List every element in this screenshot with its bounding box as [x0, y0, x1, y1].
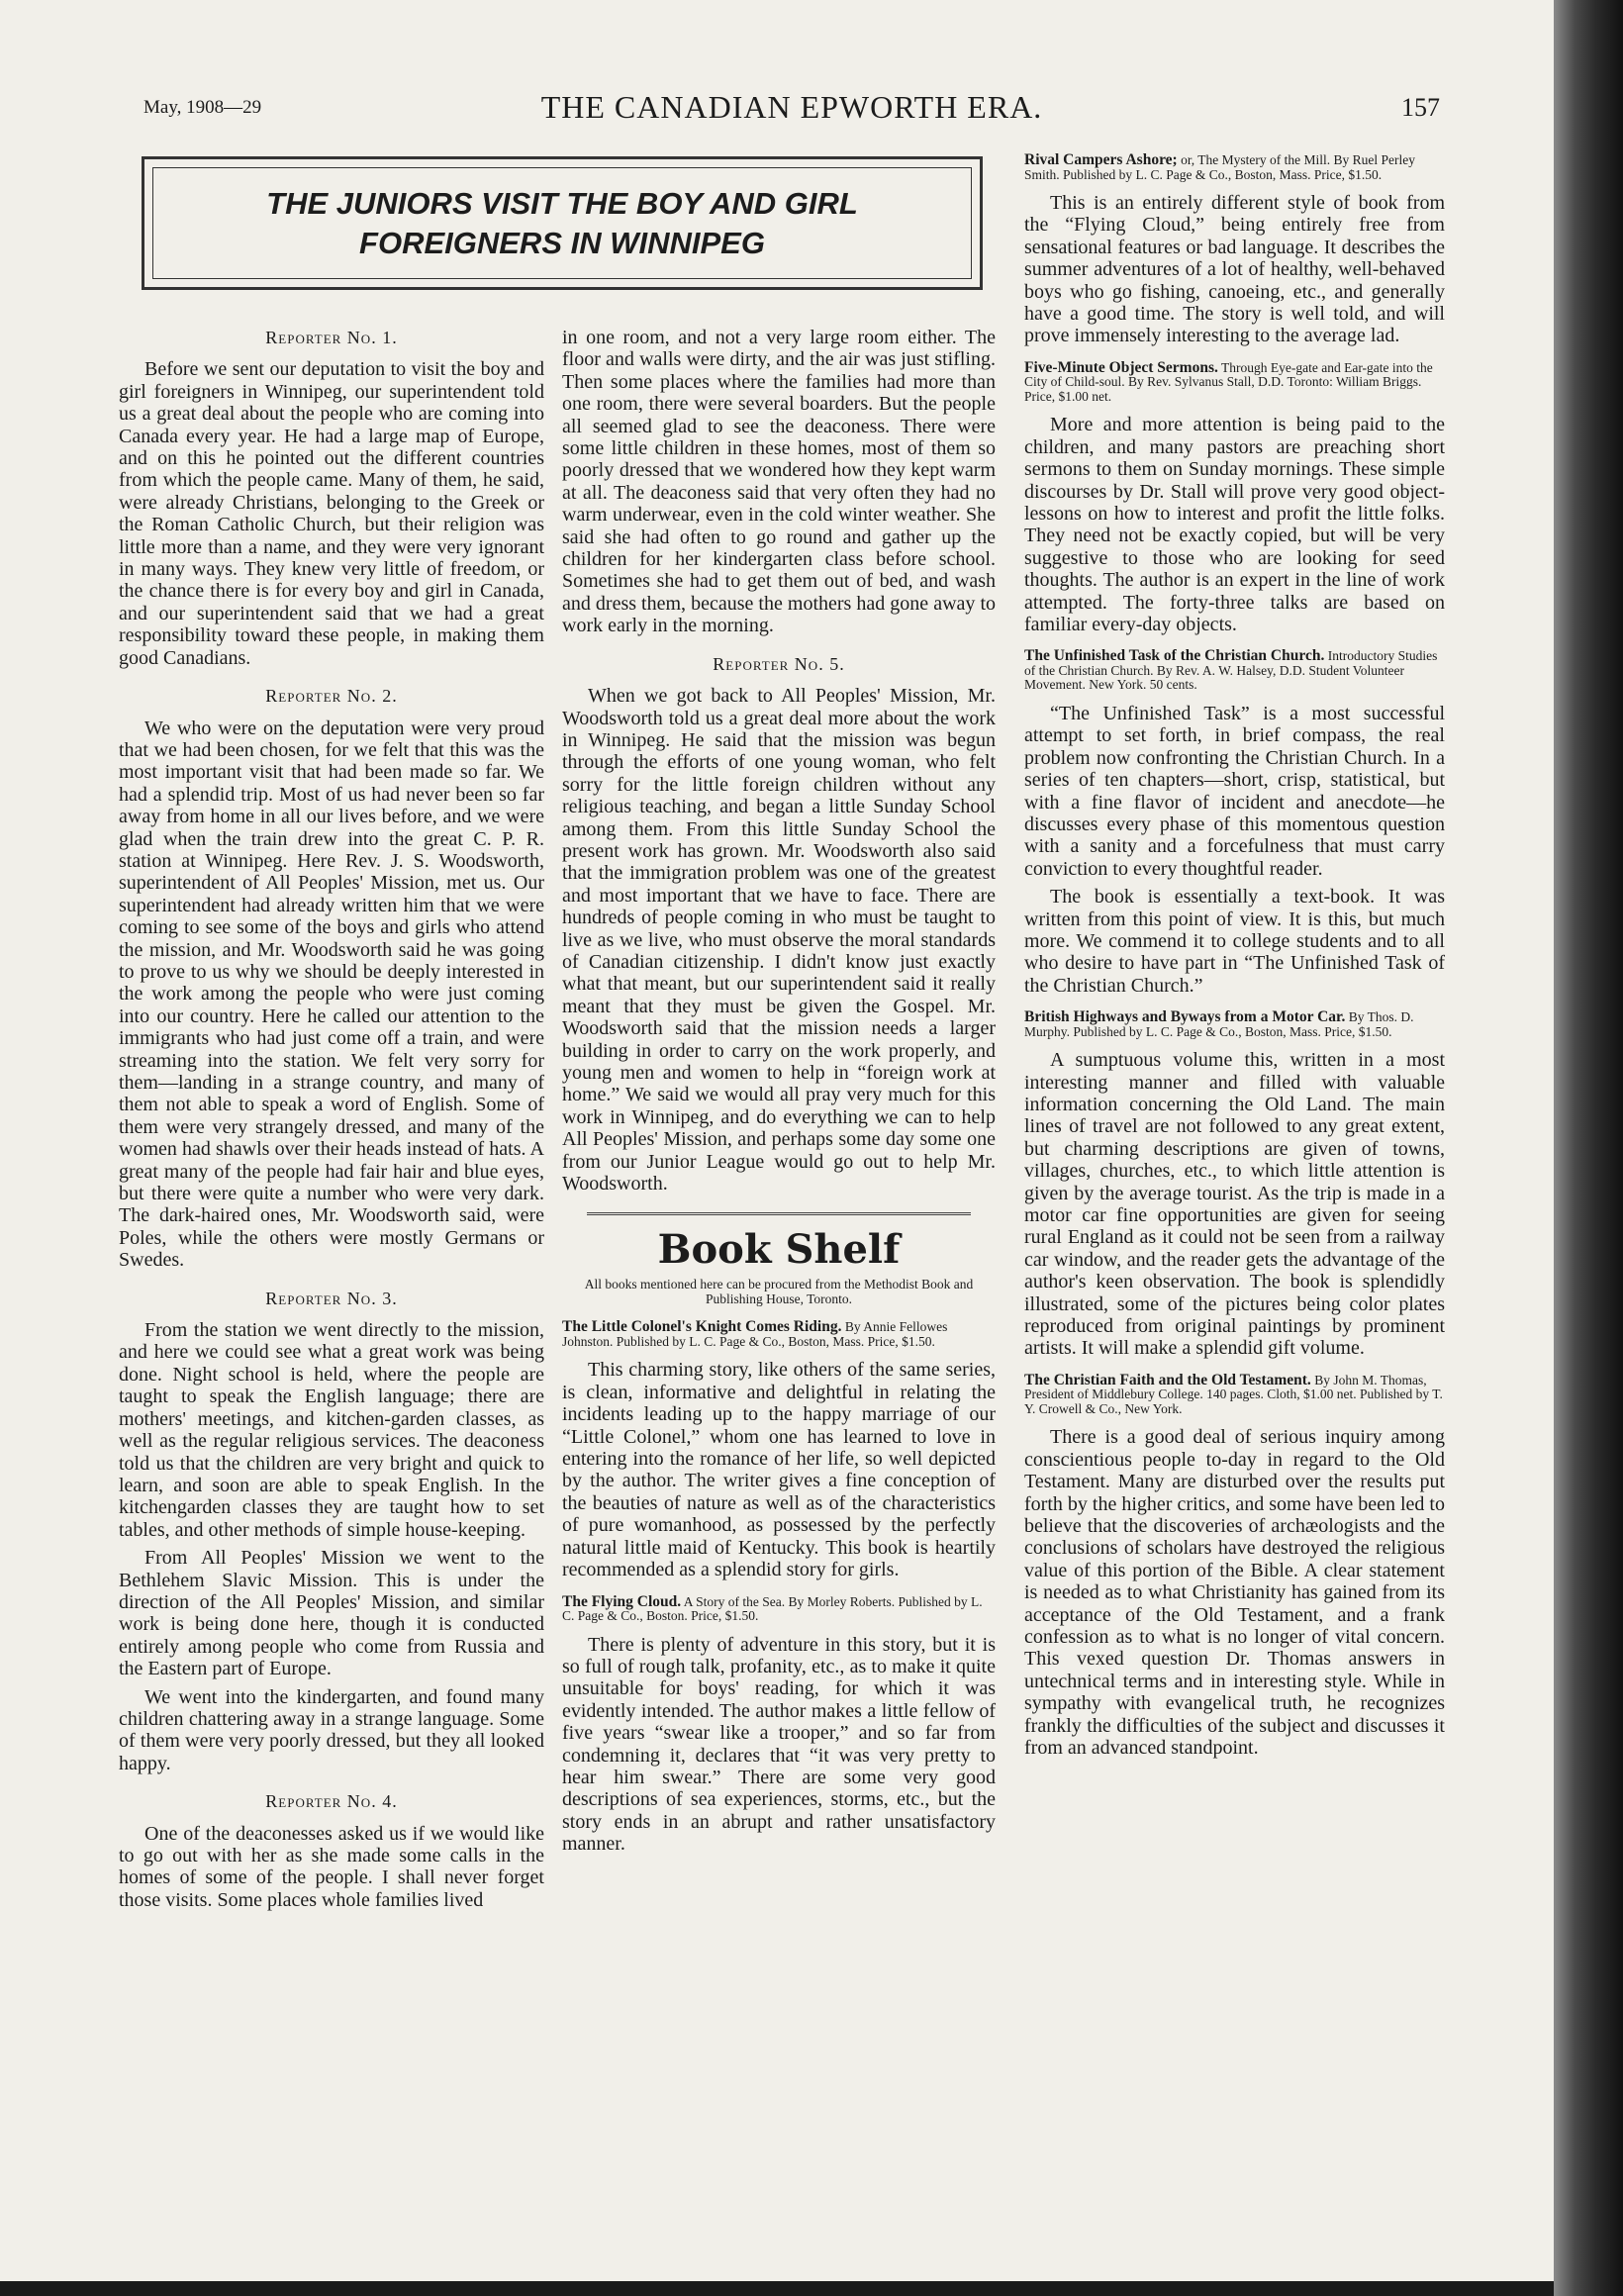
book-title: The Flying Cloud.	[562, 1592, 682, 1610]
book-review: A sumptuous volume this, written in a most interesting manner and filled with valuable information concerning the Old Land. The main lines of travel are not followed to any great extent, but charming descriptions are given of towns, villages, churches, etc., to which little attention is given by the average tourist. As the trip is made in a motor car fine opportunities are given for seeing rural England as it could not be seen from a railway car window, and the reader gets the advantage of the author's keen observation. The book is splendidly illustrated, some of the pictures being color plates reproduced from original paintings by prominent artists. It will make a splendid gift volume.	[1024, 1049, 1445, 1360]
masthead: THE CANADIAN EPWORTH ERA.	[540, 89, 1043, 125]
book-title: The Christian Faith and the Old Testament.	[1024, 1371, 1311, 1388]
book-title: Five-Minute Object Sermons.	[1024, 358, 1218, 376]
book-info: By John M. Thomas, President of Middlebury College. 140 pages. Cloth, $1.00 net. Published by T. Y. Crowell & Co., New York.	[1024, 1372, 1443, 1416]
report-paragraph: From the station we went directly to the mission, and here we could see what a great work was being done. Night school is held, where the people are taught to speak the English language; there are mothers' meetings, and kitchen-garden classes, as well as the regular religious services. The deaconess told us that the children are very bright and quick to learn, and soon are able to speak English. In the kitchengarden classes they are taught how to set tables, and other methods of simple house-keeping.	[119, 1319, 544, 1541]
book-info: Introductory Studies of the Christian Church. By Rev. A. W. Halsey, D.D. Student Volunteer Movement. New York. 50 cents.	[1024, 648, 1438, 693]
book-title: Rival Campers Ashore;	[1024, 151, 1178, 168]
book-entry	[1024, 358, 1445, 405]
headline-box	[142, 156, 983, 290]
book-review: There is a good deal of serious inquiry among conscientious people to-day in regard to the Old Testament. Many are disturbed over the results put forth by the higher critics, and some have been led to believe that the discoveries of archæologists and the conclusions of scholars have destroyed the religious value of this portion of the Bible. A clear statement is needed as to what Christianity has gained from its acceptance of the Old Testament, and a frank confession as to what is no longer of vital concern. This vexed question Dr. Thomas answers in untechnical terms and in interesting style. While in sympathy with evangelical truth, he recognizes frankly the difficulties of the subject and discusses it from an advanced standpoint.	[1024, 1426, 1445, 1760]
issue-date: May, 1908—29	[143, 97, 262, 118]
page-number: 157	[1401, 93, 1440, 122]
report-paragraph: We who were on the deputation were very proud that we had been chosen, for we felt that this was the most important visit that had been made so far. We had a splendid trip. Most of us had never been so far away from home in all our lives before, and we were glad when the train drew into the great C. P. R. station at Winnipeg. Here Rev. J. S. Woodsworth, superintendent of All Peoples' Mission, met us. Our superintendent had already written him that we were coming to see some of the boys and girls who attend the mission, and Mr. Woodsworth said he was going to prove to us why we should be deeply interested in the work among the people who were just coming into our country. Here he called our attention to the immigrants who had just come off a train, and were streaming into the station. We felt very sorry for them—landing in a strange country, and many of them not able to speak a word of English. Some of them were very strangely dressed, and many of the women had shawls over their heads instead of hats. A great many of the people had fair hair and blue eyes, but there were quite a number who were very dark. The dark-haired ones, Mr. Woodsworth said, were Poles, while the others were mostly Germans or Swedes.	[119, 717, 544, 1272]
book-review: The book is essentially a text-book. It was written from this point of view. It is this, but much more. We commend it to college students and to all who desire to have part in “The Unfinished Task of the Christian Church.”	[1024, 886, 1445, 997]
book-entry	[1024, 153, 1445, 182]
book-spine	[1554, 0, 1623, 2296]
book-review: There is plenty of adventure in this story, but it is so full of rough talk, profanity, etc., as to make it quite unsuitable for boys' reading, for which it was evidently intended. The author makes a little fellow of five years “swear like a trooper,” and so far from condemning it, declares that “it was very pretty to hear him swear.” There are some very good descriptions of sea experiences, storms, etc., but the story ends in an abrupt and rather unsatisfactory manner.	[562, 1633, 996, 1856]
book-info: A Story of the Sea. By Morley Roberts. Published by L. C. Page & Co., Boston. Price, $1.50.	[562, 1593, 983, 1623]
report-heading: Reporter No. 1.	[265, 328, 398, 347]
report-paragraph: When we got back to All Peoples' Mission, Mr. Woodsworth told us a great deal more about the work in Winnipeg. He said that the mission was begun through the efforts of one young woman, who felt sorry for the little foreign children without any religious teaching, and began a little Sunday School among them. From this little Sunday School the present work has grown. Mr. Woodsworth also said that the immigration problem was one of the greatest and most important that we have to face. There are hundreds of people coming in who must be taught to live as we live, who must observe the moral standards of Canadian citizenship. I didn't know just exactly what that meant, but our superintendent said it really meant that they must be given the Gospel. Mr. Woodsworth said that the mission needs a larger building in order to carry on the work properly, and young men and women to help in “foreign work at home.” We said we would all pray very much for this work in Winnipeg, and do everything we can to help All Peoples' Mission, and perhaps some day some one from our Junior League would go out to help Mr. Woodsworth.	[562, 685, 996, 1196]
report-paragraph: From All Peoples' Mission we went to the Bethlehem Slavic Mission. This is under the direction of the All Peoples' Mission, and similar work is being done here, though it is conducted entirely among people who come from Russia and the Eastern part of Europe.	[119, 1547, 544, 1680]
book-entry	[1024, 649, 1445, 693]
book-review: “The Unfinished Task” is a most successful attempt to set forth, in brief compass, the real problem now confronting the Christian Church. In a series of ten chapters—short, crisp, statistical, but with a fine flavor of incident and anecdote—he discusses every phase of this momentous question with a sanity and a forcefulness that must carry conviction to every thoughtful reader.	[1024, 702, 1445, 880]
report-paragraph: Before we sent our deputation to visit the boy and girl foreigners in Winnipeg, our superintendent told us a great deal about the people who are coming into Canada every year. He had a large map of Europe, and on this he pointed out the different countries from which the people came. Many of them, he said, were already Christians, belonging to the Greek or the Roman Catholic Church, but their religion was little more than a name, and they were very ignorant in many ways. They knew very little of freedom, or the chance there is for every boy and girl in Canada, and our superintendent said that we had a great responsibility toward these people, in making them good Canadians.	[119, 358, 544, 669]
book-info: Through Eye-gate and Ear-gate into the City of Child-soul. By Rev. Sylvanus Stall, D.D. Toronto: William Briggs. Price, $1.00 net.	[1024, 359, 1433, 404]
book-info: By Thos. D. Murphy. Published by L. C. Page & Co., Boston, Mass. Price, $1.50.	[1024, 1009, 1414, 1039]
book-shelf-intro: All books mentioned here can be procured from the Methodist Book and Publishing House, Toronto.	[584, 1277, 974, 1307]
report-paragraph: One of the deaconesses asked us if we would like to go out with her as she made some calls in the homes of some of the people. I shall never forget those visits. Some places whole families lived	[119, 1822, 544, 1911]
book-entry	[562, 1320, 996, 1349]
report-heading: Reporter No. 2.	[265, 686, 398, 707]
report-paragraph-continued: in one room, and not a very large room either. The floor and walls were dirty, and the air was just stifling. Then some places where the families had more than one room, there were several boarders. But the people all seemed glad to see the deaconess. There were some little children in these homes, most of them so poorly dressed that we wondered how they kept warm at all. The deaconess said that very often they had no warm underwear, even in the cold winter weather. She said she had often to go round and gather up the children for her kindergarten class before school. Sometimes she had to get them out of bed, and wash and dress them, because the mothers had gone away to work early in the morning.	[562, 327, 996, 637]
book-review: This is an entirely different style of book from the “Flying Cloud,” being entirely free from sensational features or bad language. It describes the summer adventures of a lot of healthy, well-behaved boys who go fishing, canoeing, etc., and generally have a good time. The story is well told, and will prove immensely interesting to the average lad.	[1024, 192, 1445, 347]
headline: THE JUNIORS VISIT THE BOY AND GIRL FOREIGNERS IN WINNIPEG	[266, 185, 858, 260]
book-title: The Little Colonel's Knight Comes Riding.	[562, 1318, 842, 1336]
book-title: British Highways and Byways from a Motor Car.	[1024, 1008, 1346, 1026]
page-header	[143, 89, 1440, 129]
book-info: or, The Mystery of the Mill. By Ruel Perley Smith. Published by L. C. Page & Co., Boston, Mass. Price, $1.50.	[1024, 152, 1416, 182]
column-1	[119, 322, 544, 1917]
report-paragraph: We went into the kindergarten, and found many children chattering away in a strange language. Some of them were very poorly dressed, but they all looked happy.	[119, 1685, 544, 1774]
divider	[587, 1212, 971, 1215]
book-entry	[1024, 1371, 1445, 1417]
book-entry	[562, 1592, 996, 1624]
book-entry	[1024, 1010, 1445, 1039]
column-3	[1024, 153, 1445, 1765]
book-review: This charming story, like others of the same series, is clean, informative and delightful in relating the incidents leading up to the happy marriage of our “Little Colonel,” whom one has learned to love in entering into the romance of her life, so well depicted by the author. The writer gives a fine conception of the beauties of nature as well as of the characteristics of pure womanhood, as possessed by the perfectly natural little maid of Kentucky. This book is heartily recommended as a splendid story for girls.	[562, 1359, 996, 1581]
book-title: The Unfinished Task of the Christian Church.	[1024, 647, 1325, 665]
book-info: By Annie Fellowes Johnston. Published by L. C. Page & Co., Boston, Mass. Price, $1.50.	[562, 1319, 948, 1349]
book-shelf-title: Book Shelf	[657, 1226, 901, 1274]
report-heading: Reporter No. 3.	[265, 1288, 398, 1308]
report-heading: Reporter No. 4.	[265, 1791, 398, 1812]
report-heading: Reporter No. 5.	[713, 653, 845, 674]
column-2	[562, 327, 996, 1862]
book-review: More and more attention is being paid to the children, and many pastors are preaching short sermons to them on Sunday mornings. These simple discourses by Dr. Stall will prove very good object-lessons on how to interest and profit the little folks. They need not be exactly copied, but will be very suggestive to those who are looking for seed thoughts. The author is an expert in the line of work attempted. The forty-three talks are based on familiar every-day objects.	[1024, 414, 1445, 635]
